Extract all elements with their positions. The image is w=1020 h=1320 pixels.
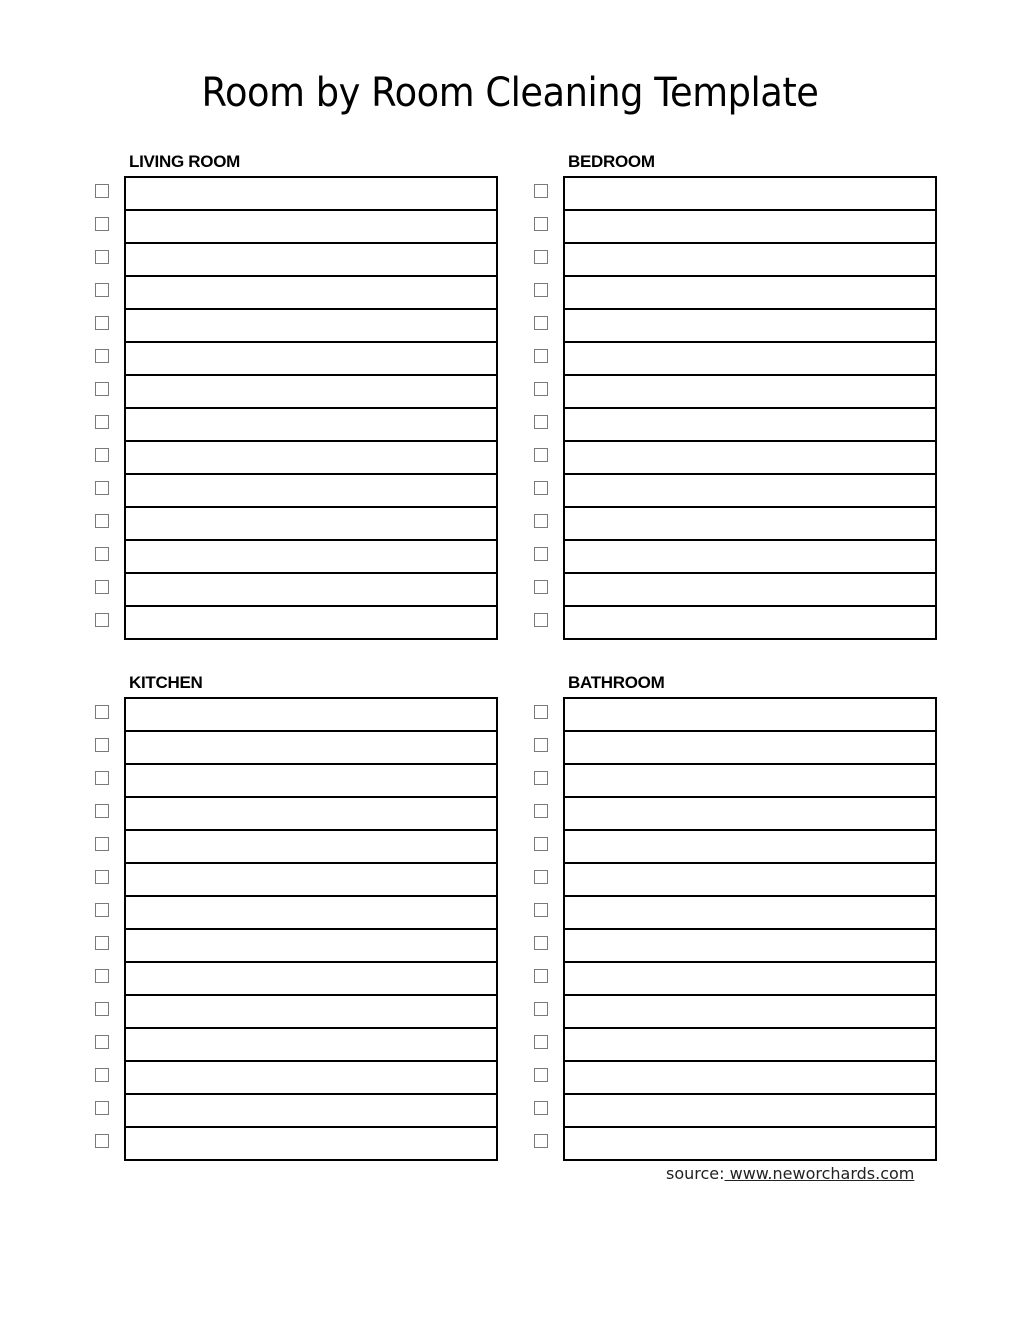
task-row: [563, 994, 937, 1027]
section-title: KITCHEN: [129, 673, 203, 692]
task-row: [124, 697, 498, 730]
task-row: [563, 605, 937, 638]
task-checkbox[interactable]: [534, 1035, 548, 1049]
section-title: BEDROOM: [568, 152, 655, 171]
task-checkbox[interactable]: [95, 936, 109, 950]
task-checkbox[interactable]: [95, 547, 109, 561]
task-checkbox[interactable]: [534, 870, 548, 884]
task-checkbox[interactable]: [534, 481, 548, 495]
task-entry-field[interactable]: [124, 697, 498, 730]
task-row: [124, 407, 498, 440]
task-checkbox[interactable]: [534, 903, 548, 917]
task-checkbox[interactable]: [95, 837, 109, 851]
page-title: Room by Room Cleaning Template: [201, 70, 819, 116]
task-entry-field[interactable]: [563, 928, 937, 961]
task-checkbox[interactable]: [95, 1002, 109, 1016]
task-entry-field[interactable]: [124, 763, 498, 796]
task-list: [563, 176, 937, 638]
task-checkbox[interactable]: [95, 217, 109, 231]
task-entry-field[interactable]: [124, 605, 498, 640]
task-row: [124, 895, 498, 928]
task-checkbox[interactable]: [95, 250, 109, 264]
task-checkbox[interactable]: [534, 936, 548, 950]
task-entry-field[interactable]: [563, 275, 937, 308]
task-row: [124, 506, 498, 539]
task-row: [124, 440, 498, 473]
task-checkbox[interactable]: [534, 1002, 548, 1016]
task-entry-field[interactable]: [563, 1093, 937, 1126]
task-entry-field[interactable]: [124, 539, 498, 572]
task-entry-field[interactable]: [563, 341, 937, 374]
task-entry-field[interactable]: [124, 796, 498, 829]
task-row: [563, 862, 937, 895]
task-row: [563, 1027, 937, 1060]
task-checkbox[interactable]: [95, 184, 109, 198]
task-entry-field[interactable]: [563, 1126, 937, 1161]
task-entry-field[interactable]: [124, 572, 498, 605]
task-checkbox[interactable]: [534, 771, 548, 785]
task-entry-field[interactable]: [563, 605, 937, 640]
task-checkbox[interactable]: [95, 705, 109, 719]
task-row: [124, 1027, 498, 1060]
task-entry-field[interactable]: [124, 308, 498, 341]
task-row: [124, 1126, 498, 1159]
task-checkbox[interactable]: [95, 738, 109, 752]
task-row: [563, 374, 937, 407]
task-checkbox[interactable]: [534, 514, 548, 528]
task-entry-field[interactable]: [124, 1126, 498, 1161]
task-checkbox[interactable]: [95, 514, 109, 528]
task-entry-field[interactable]: [563, 730, 937, 763]
task-entry-field[interactable]: [124, 1093, 498, 1126]
task-entry-field[interactable]: [124, 829, 498, 862]
task-entry-field[interactable]: [563, 961, 937, 994]
task-entry-field[interactable]: [563, 1060, 937, 1093]
task-row: [563, 275, 937, 308]
task-entry-field[interactable]: [563, 1027, 937, 1060]
task-entry-field[interactable]: [124, 895, 498, 928]
task-row: [124, 1093, 498, 1126]
task-row: [563, 895, 937, 928]
task-entry-field[interactable]: [124, 209, 498, 242]
task-checkbox[interactable]: [95, 870, 109, 884]
task-row: [124, 1060, 498, 1093]
task-entry-field[interactable]: [563, 697, 937, 730]
task-checkbox[interactable]: [534, 184, 548, 198]
task-entry-field[interactable]: [563, 374, 937, 407]
task-row: [563, 829, 937, 862]
task-entry-field[interactable]: [563, 994, 937, 1027]
task-entry-field[interactable]: [124, 730, 498, 763]
task-row: [124, 961, 498, 994]
task-row: [563, 473, 937, 506]
task-row: [563, 539, 937, 572]
task-checkbox[interactable]: [534, 705, 548, 719]
task-entry-field[interactable]: [124, 862, 498, 895]
task-row: [563, 961, 937, 994]
task-entry-field[interactable]: [563, 308, 937, 341]
task-entry-field[interactable]: [124, 928, 498, 961]
task-checkbox[interactable]: [95, 613, 109, 627]
task-entry-field[interactable]: [563, 895, 937, 928]
task-entry-field[interactable]: [124, 341, 498, 374]
task-entry-field[interactable]: [124, 506, 498, 539]
task-row: [124, 308, 498, 341]
task-entry-field[interactable]: [563, 763, 937, 796]
task-checkbox[interactable]: [95, 580, 109, 594]
task-row: [124, 572, 498, 605]
task-checkbox[interactable]: [95, 382, 109, 396]
task-entry-field[interactable]: [563, 176, 937, 209]
task-entry-field[interactable]: [124, 994, 498, 1027]
task-row: [563, 308, 937, 341]
task-checkbox[interactable]: [95, 1068, 109, 1082]
task-row: [563, 763, 937, 796]
task-entry-field[interactable]: [563, 407, 937, 440]
task-checkbox[interactable]: [534, 738, 548, 752]
task-entry-field[interactable]: [124, 407, 498, 440]
source-credit: [666, 1164, 914, 1183]
task-checkbox[interactable]: [95, 903, 109, 917]
task-list: [124, 176, 498, 638]
task-checkbox[interactable]: [534, 1134, 548, 1148]
task-row: [563, 1060, 937, 1093]
task-row: [124, 730, 498, 763]
task-checkbox[interactable]: [95, 771, 109, 785]
task-entry-field[interactable]: [124, 1060, 498, 1093]
task-entry-field[interactable]: [563, 829, 937, 862]
task-row: [124, 829, 498, 862]
task-checkbox[interactable]: [534, 1068, 548, 1082]
task-row: [563, 506, 937, 539]
task-checkbox[interactable]: [534, 1101, 548, 1115]
task-entry-field[interactable]: [563, 440, 937, 473]
task-entry-field[interactable]: [124, 440, 498, 473]
task-checkbox[interactable]: [95, 448, 109, 462]
task-row: [124, 176, 498, 209]
task-checkbox[interactable]: [95, 349, 109, 363]
task-entry-field[interactable]: [124, 1027, 498, 1060]
task-entry-field[interactable]: [124, 176, 498, 209]
task-row: [124, 275, 498, 308]
section-title: BATHROOM: [568, 673, 665, 692]
task-row: [124, 209, 498, 242]
task-row: [563, 242, 937, 275]
task-list: [563, 697, 937, 1159]
task-checkbox[interactable]: [534, 613, 548, 627]
task-checkbox[interactable]: [534, 804, 548, 818]
task-row: [124, 473, 498, 506]
task-checkbox[interactable]: [95, 1101, 109, 1115]
task-row: [124, 605, 498, 638]
task-entry-field[interactable]: [563, 473, 937, 506]
task-row: [563, 341, 937, 374]
task-list: [124, 697, 498, 1159]
task-checkbox[interactable]: [534, 349, 548, 363]
task-checkbox[interactable]: [95, 1035, 109, 1049]
source-label: source:: [666, 1164, 725, 1183]
task-row: [124, 341, 498, 374]
task-entry-field[interactable]: [563, 862, 937, 895]
task-checkbox[interactable]: [534, 283, 548, 297]
task-checkbox[interactable]: [95, 316, 109, 330]
task-row: [563, 928, 937, 961]
task-checkbox[interactable]: [534, 250, 548, 264]
task-checkbox[interactable]: [534, 382, 548, 396]
task-entry-field[interactable]: [563, 209, 937, 242]
task-checkbox[interactable]: [534, 969, 548, 983]
task-checkbox[interactable]: [534, 837, 548, 851]
task-checkbox[interactable]: [95, 969, 109, 983]
task-checkbox[interactable]: [95, 804, 109, 818]
source-link[interactable]: www.neworchards.com: [724, 1164, 915, 1183]
task-checkbox[interactable]: [95, 415, 109, 429]
task-row: [124, 796, 498, 829]
task-checkbox[interactable]: [95, 283, 109, 297]
task-row: [563, 730, 937, 763]
task-entry-field[interactable]: [124, 374, 498, 407]
task-checkbox[interactable]: [534, 448, 548, 462]
task-checkbox[interactable]: [534, 415, 548, 429]
task-entry-field[interactable]: [563, 539, 937, 572]
task-row: [563, 209, 937, 242]
task-row: [563, 176, 937, 209]
task-row: [124, 539, 498, 572]
task-row: [563, 572, 937, 605]
task-entry-field[interactable]: [563, 506, 937, 539]
task-row: [124, 242, 498, 275]
task-entry-field[interactable]: [563, 796, 937, 829]
task-row: [124, 928, 498, 961]
task-checkbox[interactable]: [95, 481, 109, 495]
task-row: [563, 1093, 937, 1126]
task-checkbox[interactable]: [95, 1134, 109, 1148]
task-row: [563, 407, 937, 440]
task-row: [563, 1126, 937, 1159]
task-row: [124, 862, 498, 895]
task-checkbox[interactable]: [534, 217, 548, 231]
task-checkbox[interactable]: [534, 580, 548, 594]
task-row: [563, 697, 937, 730]
task-row: [124, 763, 498, 796]
task-row: [563, 796, 937, 829]
task-checkbox[interactable]: [534, 316, 548, 330]
task-row: [124, 994, 498, 1027]
task-row: [124, 374, 498, 407]
task-row: [563, 440, 937, 473]
task-checkbox[interactable]: [534, 547, 548, 561]
task-entry-field[interactable]: [563, 572, 937, 605]
task-entry-field[interactable]: [124, 961, 498, 994]
task-entry-field[interactable]: [563, 242, 937, 275]
section-title: LIVING ROOM: [129, 152, 240, 171]
task-entry-field[interactable]: [124, 242, 498, 275]
task-entry-field[interactable]: [124, 473, 498, 506]
task-entry-field[interactable]: [124, 275, 498, 308]
